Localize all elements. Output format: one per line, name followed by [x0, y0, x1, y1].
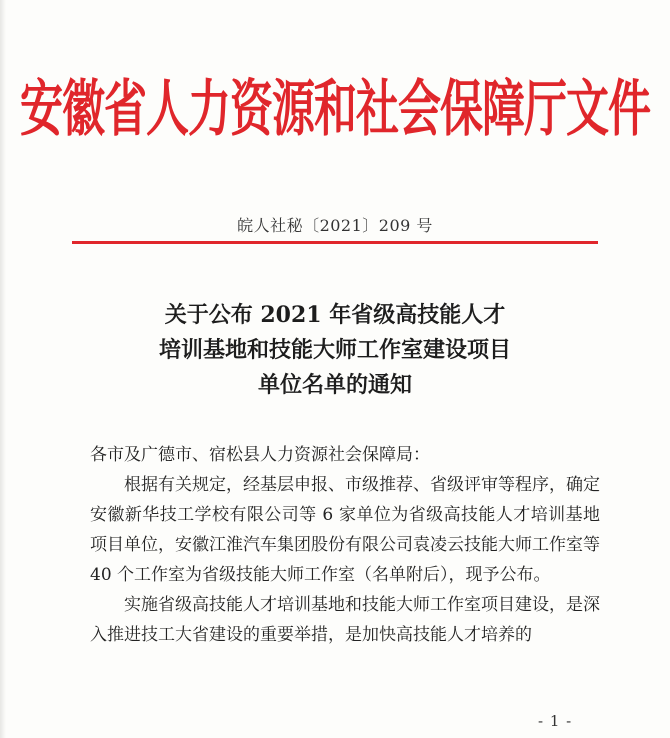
document-header-title: 安徽省人力资源和社会保障厅文件 — [20, 74, 650, 145]
salutation: 各市及广德市、宿松县人力资源社会保障局： — [90, 445, 430, 465]
notice-title-line-1: 关于公布 2021 年省级高技能人才 — [164, 302, 506, 328]
red-separator-rule — [72, 241, 598, 244]
notice-title — [0, 298, 670, 403]
notice-title-line-3: 单位名单的通知 — [257, 372, 412, 398]
page-number: - 1 - — [538, 712, 573, 730]
body-paragraph-1: 根据有关规定，经基层申报、市级推荐、省级评审等程序，确定安徽新华技工学校有限公司等 6 家单位为省级高技能人才培训基地项目单位，安徽江淮汽车集团股份有限公司袁凌云技能大师工作室等 40 个工作室为省级技能大师工作室（名单附后），现予公布。 — [90, 475, 600, 585]
notice-title-line-2: 培训基地和技能大师工作室建设项目 — [158, 337, 511, 363]
body-paragraph-2: 实施省级高技能人才培训基地和技能大师工作室项目建设，是深入推进技工大省建设的重要举措，是加快高技能人才培养的 — [90, 595, 600, 645]
document-body — [90, 440, 600, 650]
document-number: 皖人社秘〔2021〕209 号 — [237, 216, 433, 235]
